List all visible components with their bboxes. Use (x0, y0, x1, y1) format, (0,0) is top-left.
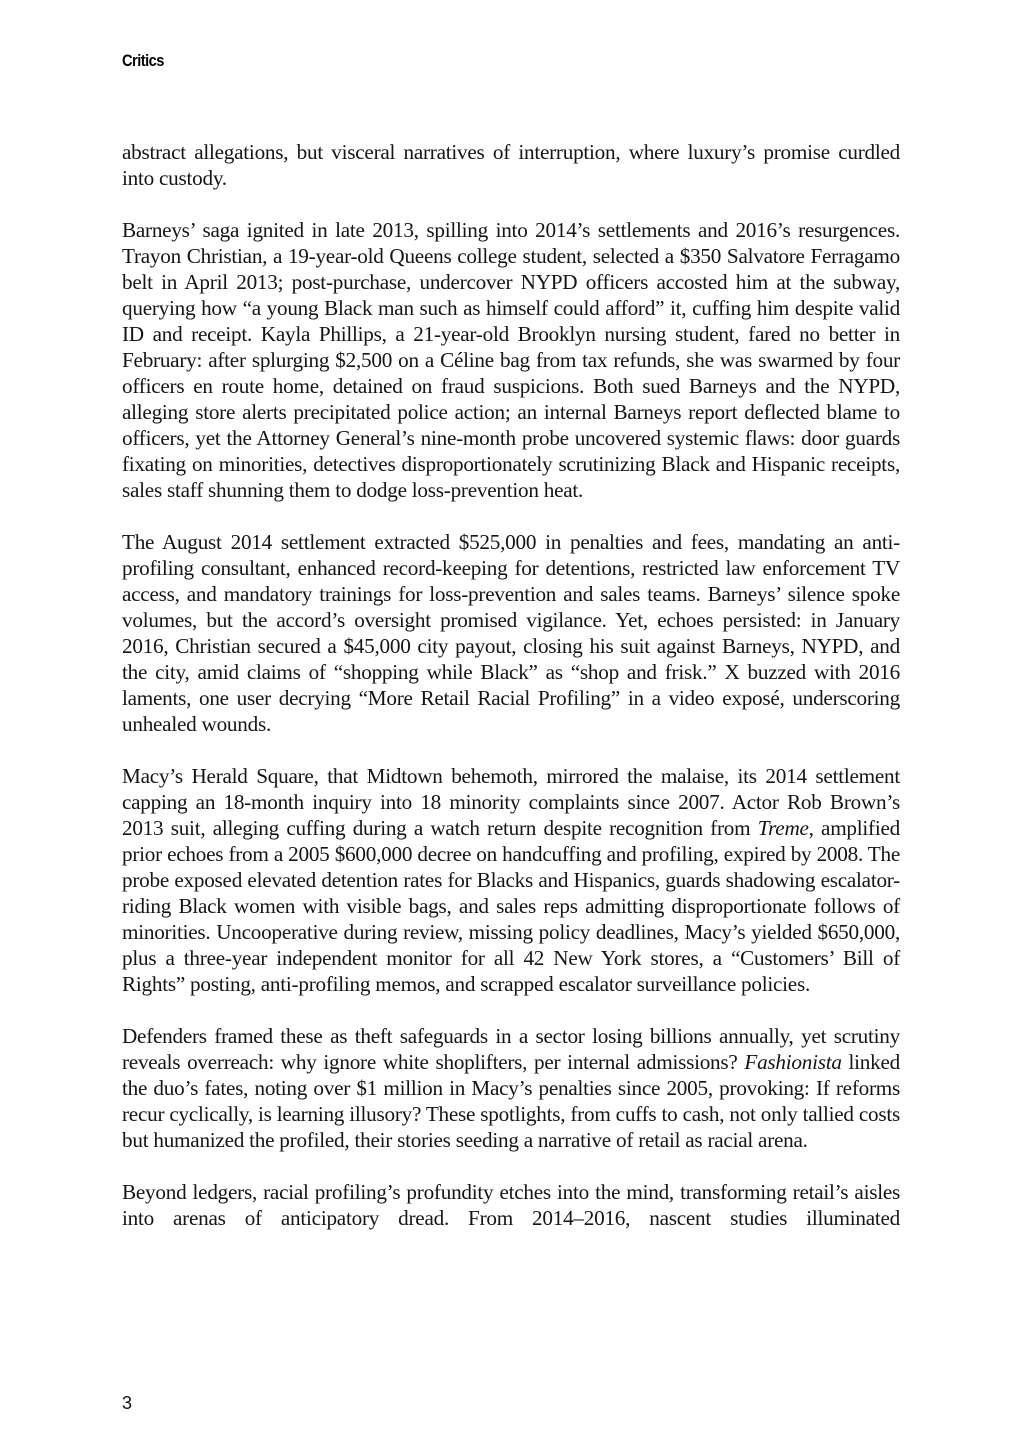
paragraph-august-2014-settlement: The August 2014 settlement extracted $525,000 in penalties and fees, mandating an anti-profiling consultant, enhanced record-keeping for detentions, restricted law enforcement TV access, and mandatory trainings for loss-prevention and sales teams. Barneys’ silence spoke volumes, but the accord’s oversight promised vigilance. Yet, echoes persisted: in January 2016, Christian secured a $45,000 city payout, closing his suit against Barneys, NYPD, and the city, amid claims of “shopping while Black” as “shop and frisk.” X buzzed with 2016 laments, one user decrying “More Retail Racial Profiling” in a video exposé, underscoring unhealed wounds. (122, 530, 900, 736)
text-run: , amplified prior echoes from a 2005 $600,000 decree on handcuffing and profiling, expired by 2008. The probe exposed elevated detention rates for Blacks and Hispanics, guards shadowing escalator-riding Black women with visible bags, and sales reps admitting disproportionate follows of minorities. Uncooperative during review, missing policy deadlines, Macy’s yielded $650,000, plus a three-year independent monitor for all 42 New York stores, a “Customers’ Bill of Rights” posting, anti-profiling memos, and scrapped escalator surveillance policies. (122, 816, 900, 996)
body-text (122, 139, 900, 1257)
text-run: Macy’s Herald Square, that Midtown behemoth, mirrored the malaise, its 2014 settlement capping an 18-month inquiry into 18 minority complaints since 2007. Actor Rob Brown’s 2013 suit, alleging cuffing during a watch return despite recognition from (122, 764, 900, 840)
text-run: Defenders framed these as theft safeguards in a sector losing billions annually, yet scrutiny reveals overreach: why ignore white shoplifters, per internal admissions? (122, 1024, 900, 1074)
paragraph-barneys-saga: Barneys’ saga ignited in late 2013, spilling into 2014’s settlements and 2016’s resurgences. Trayon Christian, a 19-year-old Queens college student, selected a $350 Salvatore Ferragamo belt in April 2013; post-purchase, undercover NYPD officers accosted him at the subway, querying how “a young Black man such as himself could afford” it, cuffing him despite valid ID and receipt. Kayla Phillips, a 21-year-old Brooklyn nursing student, fared no better in February: after splurging $2,500 on a Céline bag from tax refunds, she was swarmed by four officers en route home, detained on fraud suspicions. Both sued Barneys and the NYPD, alleging store alerts precipitated police action; an internal Barneys report deflected blame to officers, yet the Attorney General’s nine-month probe uncovered systemic flaws: door guards fixating on minorities, detectives disproportionately scrutinizing Black and Hispanic receipts, sales staff shunning them to dodge loss-prevention heat. (122, 218, 900, 502)
page-number: 3 (122, 1393, 133, 1413)
italic-title-treme: Treme (757, 816, 809, 840)
italic-title-fashionista: Fashionista (744, 1050, 842, 1074)
running-header-title: Critics (122, 51, 164, 70)
paragraph-beyond-ledgers: Beyond ledgers, racial profiling’s profundity etches into the mind, transforming retail’s aisles into arenas of anticipatory dread. From 2014–2016, nascent studies illuminated (122, 1180, 900, 1230)
paragraph-macys-herald-square (122, 763, 900, 997)
paragraph-defenders (122, 1023, 900, 1153)
paragraph-continuation: abstract allegations, but visceral narratives of interruption, where luxury’s promise curdled into custody. (122, 140, 900, 190)
text-run: linked the duo’s fates, noting over $1 million in Macy’s penalties since 2005, provoking: If reforms recur cyclically, is learning illusory? These spotlights, from cuffs to cash, not only tallied costs but humanized the profiled, their stories seeding a narrative of retail as racial arena. (122, 1050, 900, 1152)
